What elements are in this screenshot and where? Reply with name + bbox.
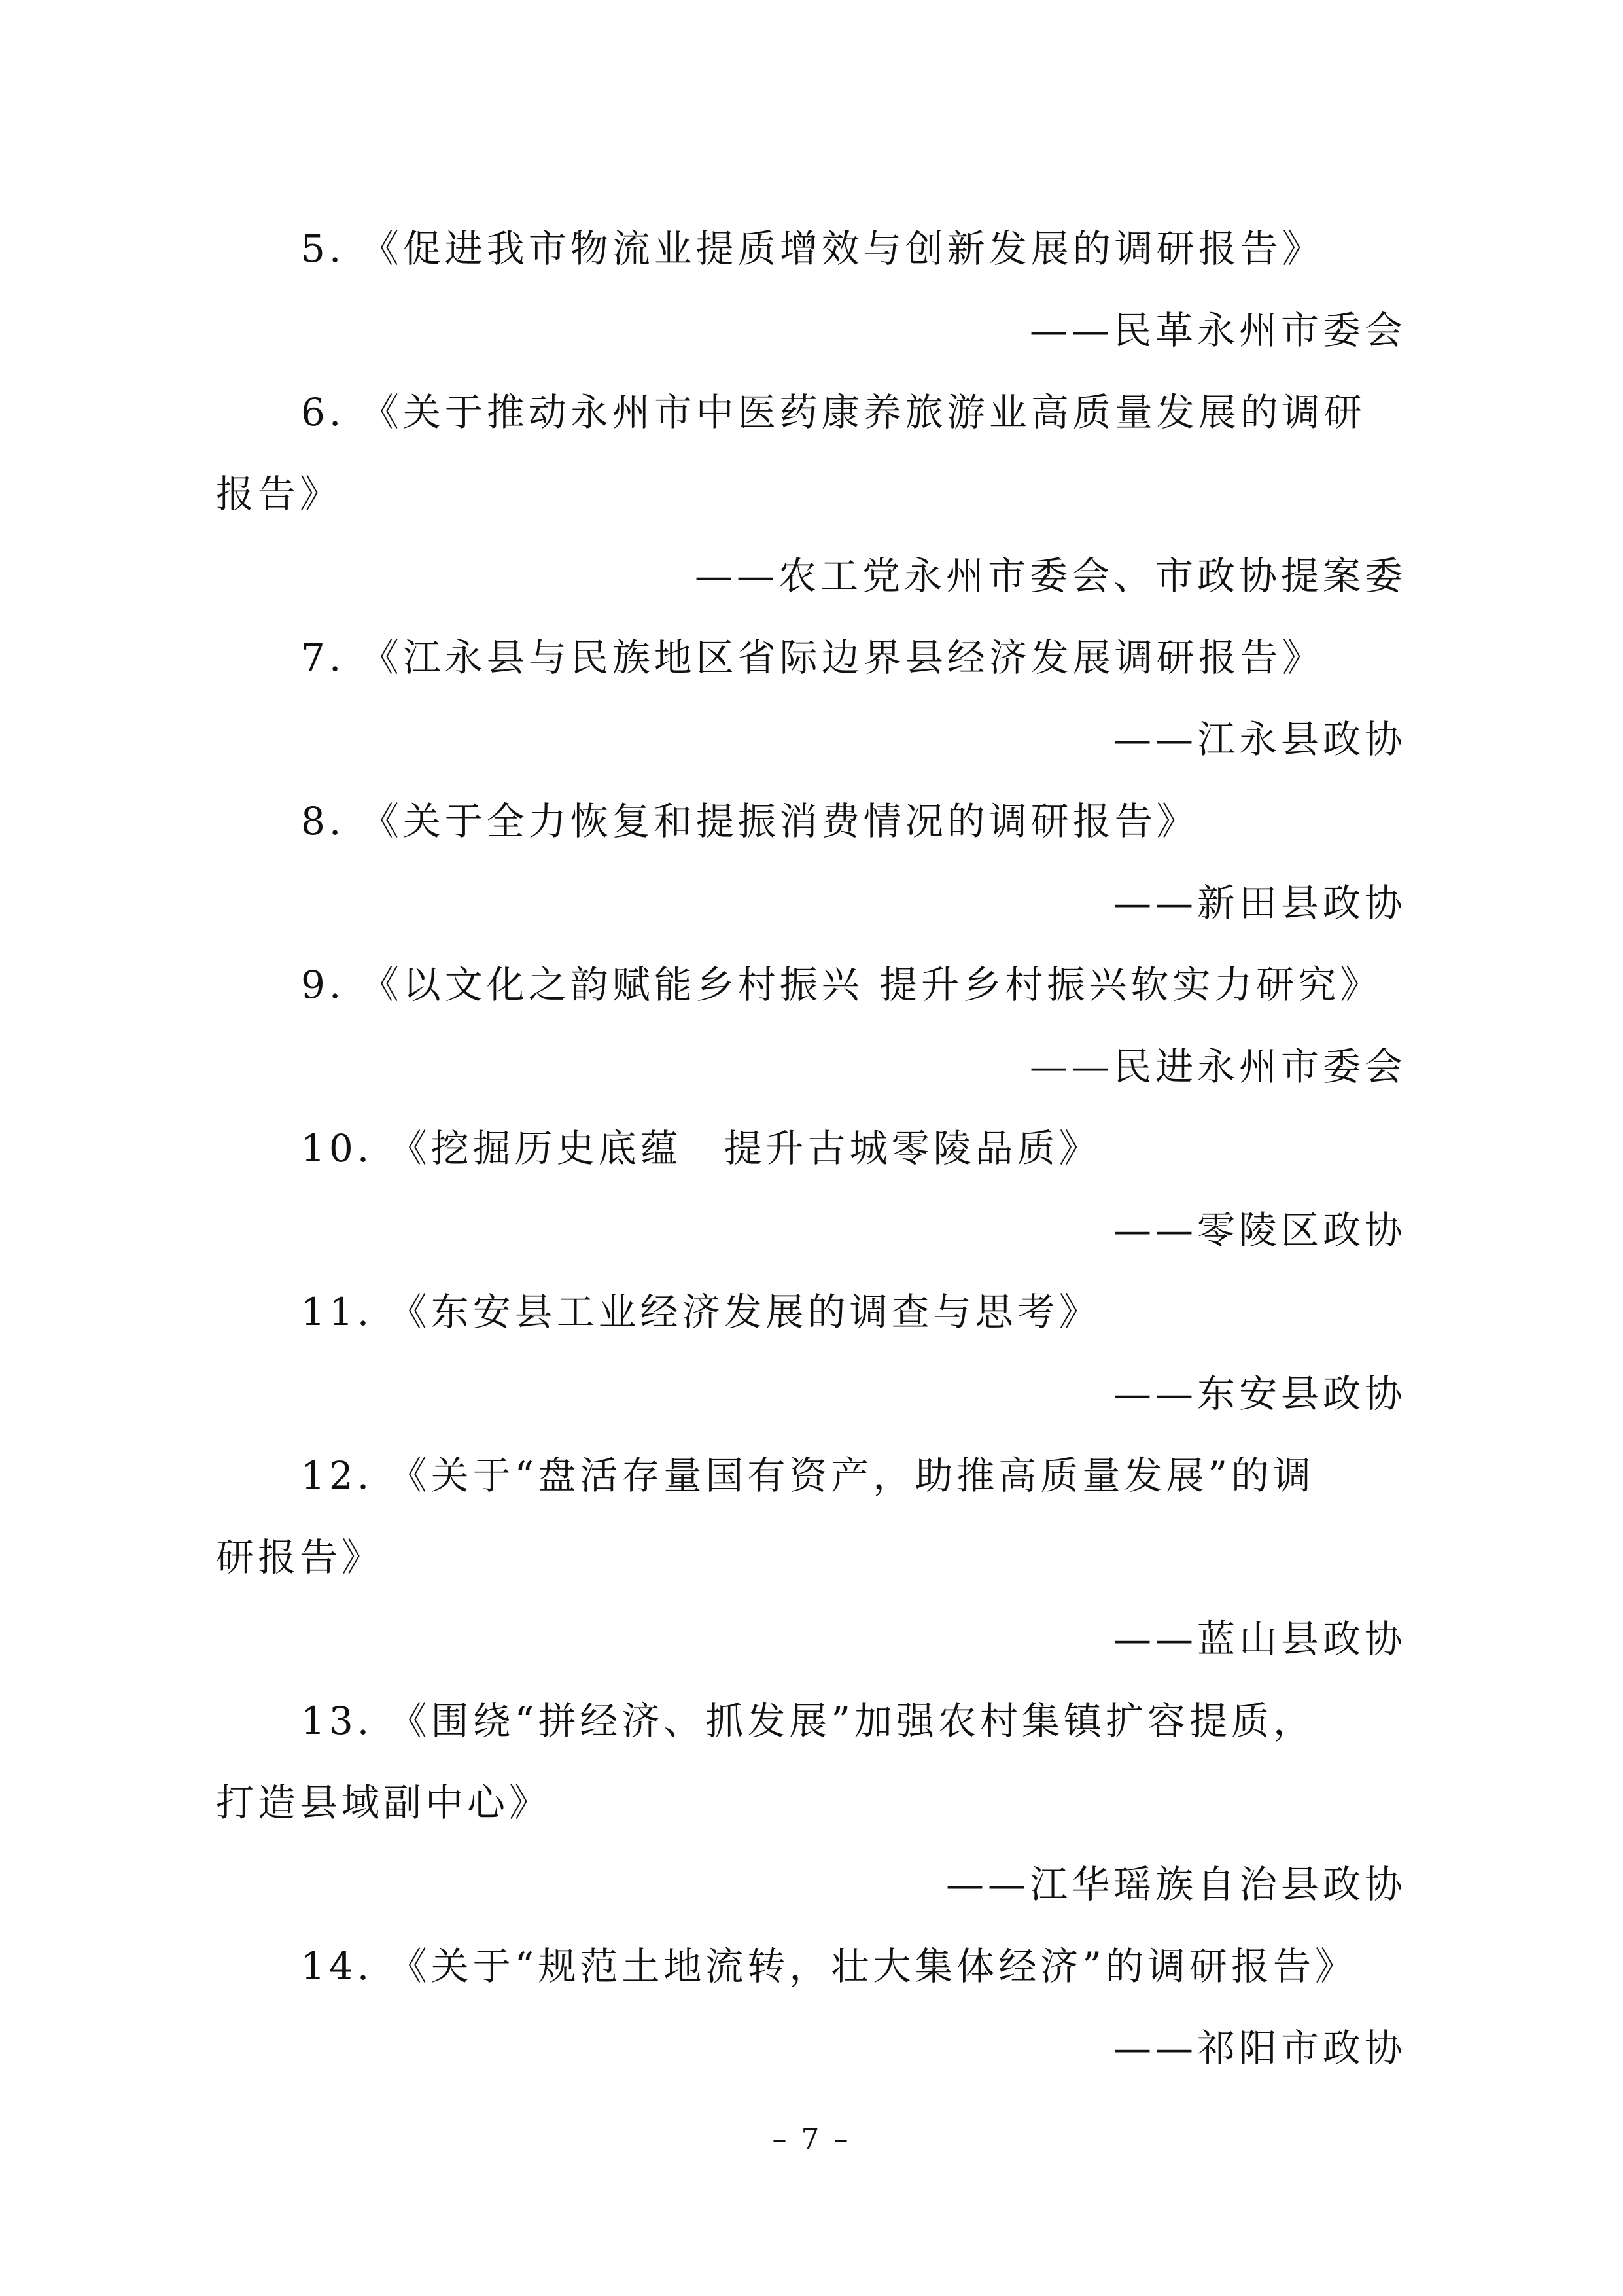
item-14-source: ——祁阳市政协 [1113, 2026, 1406, 2070]
item-13-title-line1: 13. 《围绕“拼经济、抓发展”加强农村集镇扩容提质， [301, 1699, 1315, 1743]
page-number: – 7 – [772, 2123, 851, 2156]
item-8-title: 8. 《关于全力恢复和提振消费情况的调研报告》 [301, 799, 1198, 843]
item-14-title: 14. 《关于“规范土地流转，壮大集体经济”的调研报告》 [301, 1944, 1357, 1988]
item-8-source: ——新田县政协 [1113, 881, 1406, 925]
item-7-title: 7. 《江永县与民族地区省际边界县经济发展调研报告》 [301, 635, 1324, 680]
item-13-title-line2: 打造县域副中心》 [216, 1780, 551, 1825]
item-5-title: 5. 《促进我市物流业提质增效与创新发展的调研报告》 [301, 226, 1324, 271]
item-12-title-line1: 12. 《关于“盘活存量国有资产，助推高质量发展”的调 [301, 1453, 1315, 1498]
item-11-source: ——东安县政协 [1113, 1371, 1406, 1416]
item-6-title-line2: 报告》 [216, 472, 342, 516]
item-12-source: ——蓝山县政协 [1113, 1617, 1406, 1661]
item-5-source: ——民革永州市委会 [1029, 308, 1406, 353]
item-12-title-line2: 研报告》 [216, 1535, 384, 1580]
item-13-source: ——江华瑶族自治县政协 [945, 1862, 1406, 1907]
item-6-source: ——农工党永州市委会、市政协提案委 [694, 554, 1406, 598]
item-6-title-line1: 6. 《关于推动永州市中医药康养旅游业高质量发展的调研 [301, 390, 1366, 434]
item-9-title: 9. 《以文化之韵赋能乡村振兴 提升乡村振兴软实力研究》 [301, 963, 1382, 1007]
item-11-title: 11. 《东安县工业经济发展的调查与思考》 [301, 1290, 1101, 1334]
item-7-source: ——江永县政协 [1113, 717, 1406, 762]
item-10-source: ——零陵区政协 [1113, 1208, 1406, 1252]
item-10-title: 10. 《挖掘历史底蕴 提升古城零陵品质》 [301, 1126, 1101, 1171]
item-9-source: ——民进永州市委会 [1029, 1044, 1406, 1089]
